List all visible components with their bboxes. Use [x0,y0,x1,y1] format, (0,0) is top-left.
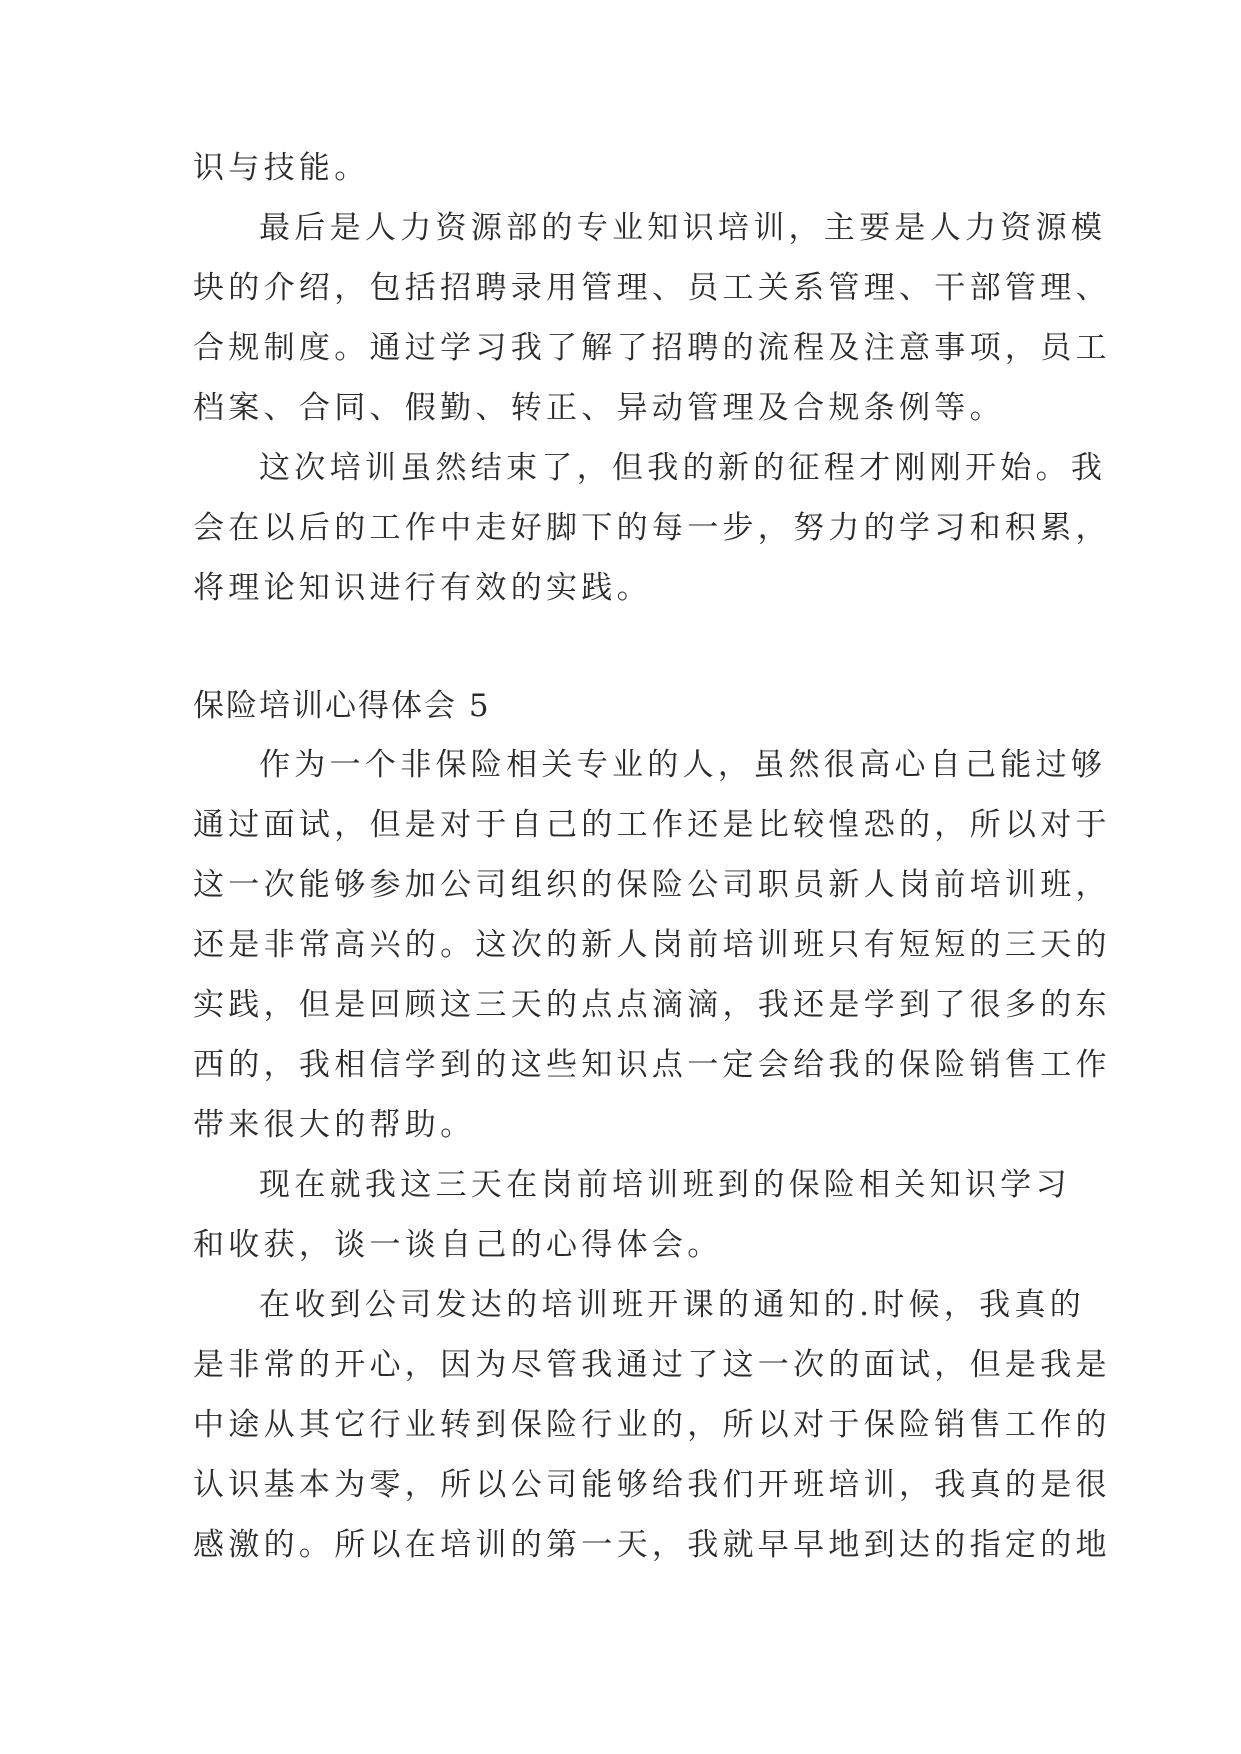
section-title: 保险培训心得体会 5 [193,688,491,724]
text-line: 将理论知识进行有效的实践。 [193,570,652,606]
text-line: 带来很大的帮助。 [193,1107,476,1143]
text-line: 作为一个非保险相关专业的人，虽然很高心自己能过够 [259,747,1107,783]
text-line: 这次培训虽然结束了，但我的新的征程才刚刚开始。我 [259,450,1107,486]
paragraph-intro [193,735,1111,1155]
text-line: 档案、合同、假勤、转正、异动管理及合规条例等。 [193,390,1005,426]
section-heading [193,676,1073,736]
text-line: 感激的。所以在培训的第一天，我就早早地到达的指定的地 [193,1527,1111,1563]
text-line: 在收到公司发达的培训班开课的通知的.时候，我真的 [259,1287,1086,1323]
text-line: 合规制度。通过学习我了解了招聘的流程及注意事项，员工 [193,330,1111,366]
text-line: 识与技能。 [193,150,370,186]
continuation-text [193,138,1073,198]
text-line: 最后是人力资源部的专业知识培训，主要是人力资源模 [259,210,1107,246]
text-line: 和收获，谈一谈自己的心得体会。 [193,1227,723,1263]
text-line: 中途从其它行业转到保险行业的，所以对于保险销售工作的 [193,1407,1111,1443]
paragraph-conclusion [193,438,1111,618]
text-line: 通过面试，但是对于自己的工作还是比较惶恐的，所以对于 [193,807,1111,843]
text-line: 认识基本为零，所以公司能够给我们开班培训，我真的是很 [193,1467,1111,1503]
paragraph-first-day [193,1275,1111,1575]
text-line: 实践，但是回顾这三天的点点滴滴，我还是学到了很多的东 [193,987,1111,1023]
text-line: 现在就我这三天在岗前培训班到的保险相关知识学习 [259,1167,1071,1203]
text-line: 是非常的开心，因为尽管我通过了这一次的面试，但是我是 [193,1347,1111,1383]
text-line: 还是非常高兴的。这次的新人岗前培训班只有短短的三天的 [193,927,1111,963]
paragraph-summary [193,1155,1073,1275]
text-line: 西的，我相信学到的这些知识点一定会给我的保险销售工作 [193,1047,1111,1083]
paragraph-hr-training [193,198,1111,438]
text-line: 这一次能够参加公司组织的保险公司职员新人岗前培训班， [193,867,1111,903]
text-line: 块的介绍，包括招聘录用管理、员工关系管理、干部管理、 [193,270,1111,306]
text-line: 会在以后的工作中走好脚下的每一步，努力的学习和积累， [193,510,1111,546]
